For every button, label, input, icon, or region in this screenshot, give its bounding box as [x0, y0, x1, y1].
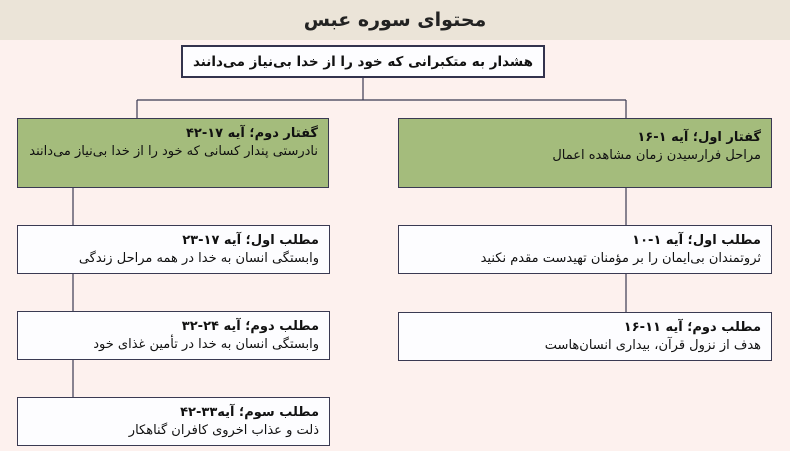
item-title: مطلب دوم؛ آیه ۲۴-۳۲ [181, 319, 319, 334]
item-desc: هدف از نزول قرآن، بیداری انسان‌هاست [544, 337, 761, 353]
item-box-left-1 [17, 225, 330, 274]
item-box-right-2 [398, 312, 772, 361]
item-desc: ثروتمندان بی‌ایمان را بر مؤمنان تهیدست مقدم نکنید [480, 250, 761, 266]
item-title: مطلب سوم؛ آیه۳۳-۴۲ [180, 405, 319, 420]
section-title-right: گفتار اول؛ آیه ۱-۱۶ [637, 130, 761, 145]
section-desc-right: مراحل فرارسیدن زمان مشاهده اعمال [552, 147, 761, 163]
item-title: مطلب دوم؛ آیه ۱۱-۱۶ [623, 320, 761, 335]
page-title-text: محتوای سوره عبس [303, 9, 487, 31]
section-box-left [17, 118, 329, 188]
item-box-left-3 [17, 397, 330, 446]
root-box [181, 45, 545, 78]
item-title: مطلب اول؛ آیه ۱۷-۲۳ [182, 233, 319, 248]
item-title: مطلب اول؛ آیه ۱-۱۰ [632, 233, 761, 248]
item-box-left-2 [17, 311, 330, 360]
section-box-right [398, 118, 772, 188]
item-box-right-1 [398, 225, 772, 274]
root-text: هشدار به متکبرانی که خود را از خدا بی‌نیاز می‌دانند [192, 53, 534, 70]
section-desc-left: نادرستی پندار کسانی که خود را از خدا بی‌نیاز می‌دانند [29, 143, 318, 159]
item-desc: وابستگی انسان به خدا در تأمین غذای خود [93, 336, 319, 352]
item-desc: وابستگی انسان به خدا در همه مراحل زندگی [78, 250, 319, 266]
section-title-left: گفتار دوم؛ آیه ۱۷-۴۲ [185, 126, 318, 141]
item-desc: ذلت و عذاب اخروی کافران گناهکار [128, 422, 319, 438]
